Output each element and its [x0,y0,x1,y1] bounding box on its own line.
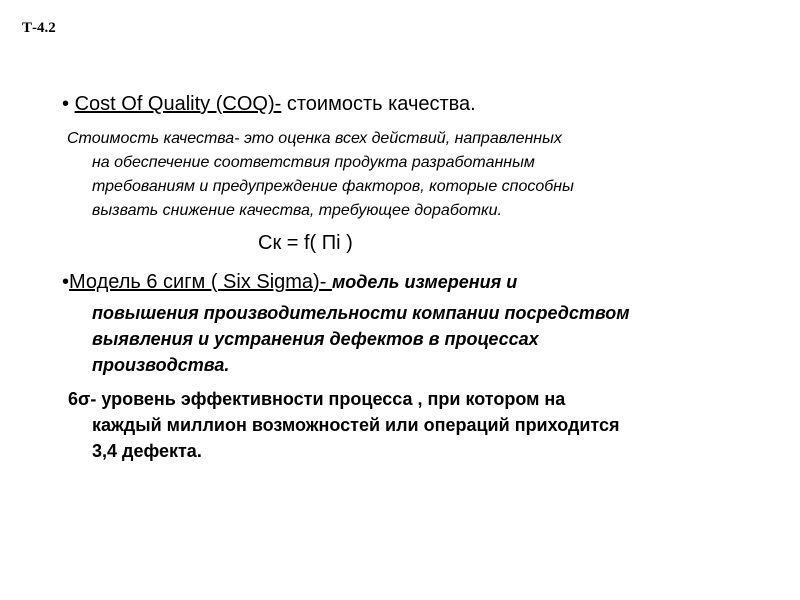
sigma-level-line-3: 3,4 дефекта. [92,441,202,461]
coq-term: Cost Of Quality (COQ)- [74,93,282,115]
six-sigma-definition-line-2: выявления и устранения дефектов в процессах [92,329,539,349]
six-sigma-bullet-line [62,271,517,294]
sigma-level-line-2: каждый миллион возможностей или операций приходится [92,415,620,435]
slide-code: Т-4.2 [22,20,56,36]
coq-definition-line-2: на обеспечение соответствия продукта разработанным [92,154,535,171]
coq-bullet-line [62,93,476,116]
six-sigma-definition-line-1: повышения производительности компании посредством [92,303,630,323]
coq-definition-line-4: вызвать снижение качества, требующее доработки. [92,202,502,219]
coq-definition-line-3: требованиям и предупреждение факторов, которые способны [92,178,574,195]
coq-definition-line-1: Стоимость качества- это оценка всех действий, направленных [67,130,562,147]
six-sigma-definition-start: модель измерения и [331,272,518,292]
bullet-mark: • [62,271,70,293]
six-sigma-definition-line-3: производства. [92,355,230,375]
coq-term-translation: стоимость качества. [281,93,476,115]
coq-formula: Cк = f( Пi ) [258,232,353,254]
bullet-mark: • [62,93,70,115]
sigma-level-line-1: 6σ- уровень эффективности процесса , при котором на [68,389,566,409]
six-sigma-term: Модель 6 сигм ( Six Sigma)- [69,271,332,293]
